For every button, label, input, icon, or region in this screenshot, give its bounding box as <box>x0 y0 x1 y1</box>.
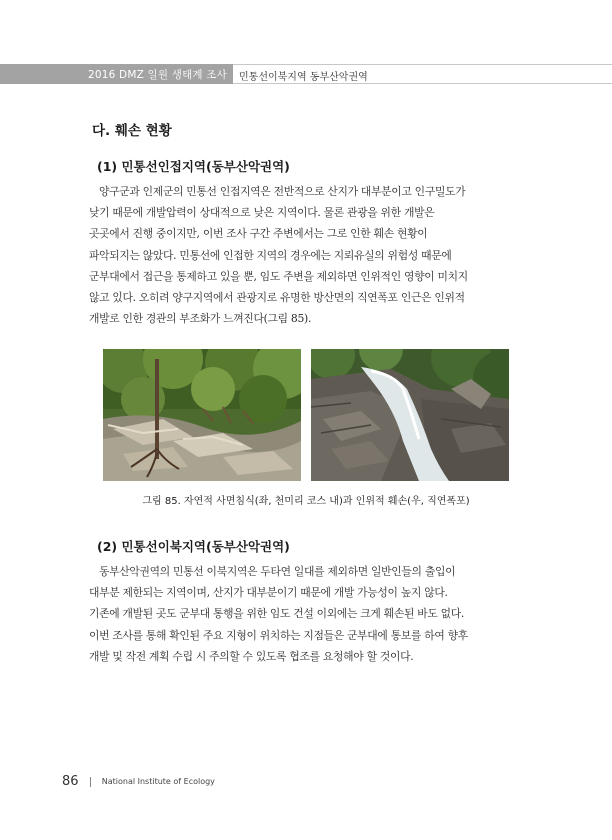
footer-publisher: National Institute of Ecology <box>101 777 215 786</box>
running-header <box>0 64 612 84</box>
paragraph-line: 개발로 인한 경관의 부조화가 느껴진다(그림 85). <box>89 312 312 326</box>
paragraph-line: 파악되지는 않았다. 민통선에 인접한 지역의 경우에는 지뢰유실의 위험성 때문에 <box>89 248 452 262</box>
paragraph-2 <box>89 561 529 667</box>
slope-erosion-illustration <box>103 349 301 481</box>
paragraph-line: 개발 및 작전 계획 수립 시 주의할 수 있도록 협조를 요청해야 할 것이다. <box>89 649 414 663</box>
header-left-band <box>0 64 233 84</box>
paragraph-line: 대부분 제한되는 지역이며, 산지가 대부분이기 때문에 개발 가능성이 높지 않다. <box>89 586 448 600</box>
waterfall-illustration <box>311 349 509 481</box>
figure-photo-slope-erosion <box>103 349 301 481</box>
paragraph-line: 낮기 때문에 개발압력이 상대적으로 낮은 지역이다. 물론 관광을 위한 개발은 <box>89 206 435 220</box>
header-right-band <box>233 64 612 84</box>
footer-separator <box>90 777 91 787</box>
page-number: 86 <box>62 774 79 789</box>
subsection-title-1: (1) 민통선인접지역(동부산악권역) <box>97 159 290 174</box>
header-left-text: 2016 DMZ 일원 생태계 조사 <box>87 69 227 81</box>
paragraph-line: 이번 조사를 통해 확인된 주요 지형이 위치하는 지점들은 군부대에 통보를 하여 향후 <box>89 628 468 642</box>
paragraph-1 <box>89 181 529 329</box>
section-title: 다. 훼손 현황 <box>92 123 172 139</box>
paragraph-line: 기존에 개발된 곳도 군부대 통행을 위한 임도 건설 이외에는 크게 훼손된 바도 없다. <box>89 607 464 621</box>
paragraph-line: 동부산악권역의 민통선 이북지역은 두타연 일대를 제외하면 일반인들의 출입이 <box>99 565 456 578</box>
subsection-title-2: (2) 민통선이북지역(동부산악권역) <box>97 539 290 554</box>
page-footer <box>62 771 215 790</box>
paragraph-line: 않고 있다. 오히려 양구지역에서 관광지로 유명한 방산면의 직연폭포 인근은 인위적 <box>89 291 465 305</box>
paragraph-line: 양구군과 인제군의 민통선 인접지역은 전반적으로 산지가 대부분이고 인구밀도가 <box>99 185 466 198</box>
paragraph-line: 군부대에서 접근을 통제하고 있을 뿐, 임도 주변을 제외하면 인위적인 영향이 미치지 <box>89 269 468 283</box>
header-right-text: 민통선이북지역 동부산악권역 <box>239 72 368 83</box>
figure-caption: 그림 85. 자연적 사면침식(좌, 천미리 코스 내)과 인위적 훼손(우, 직연폭포) <box>142 496 470 507</box>
figure-photo-waterfall <box>311 349 509 481</box>
paragraph-line: 곳곳에서 진행 중이지만, 이번 조사 구간 주변에서는 그로 인한 훼손 현황이 <box>89 227 428 241</box>
